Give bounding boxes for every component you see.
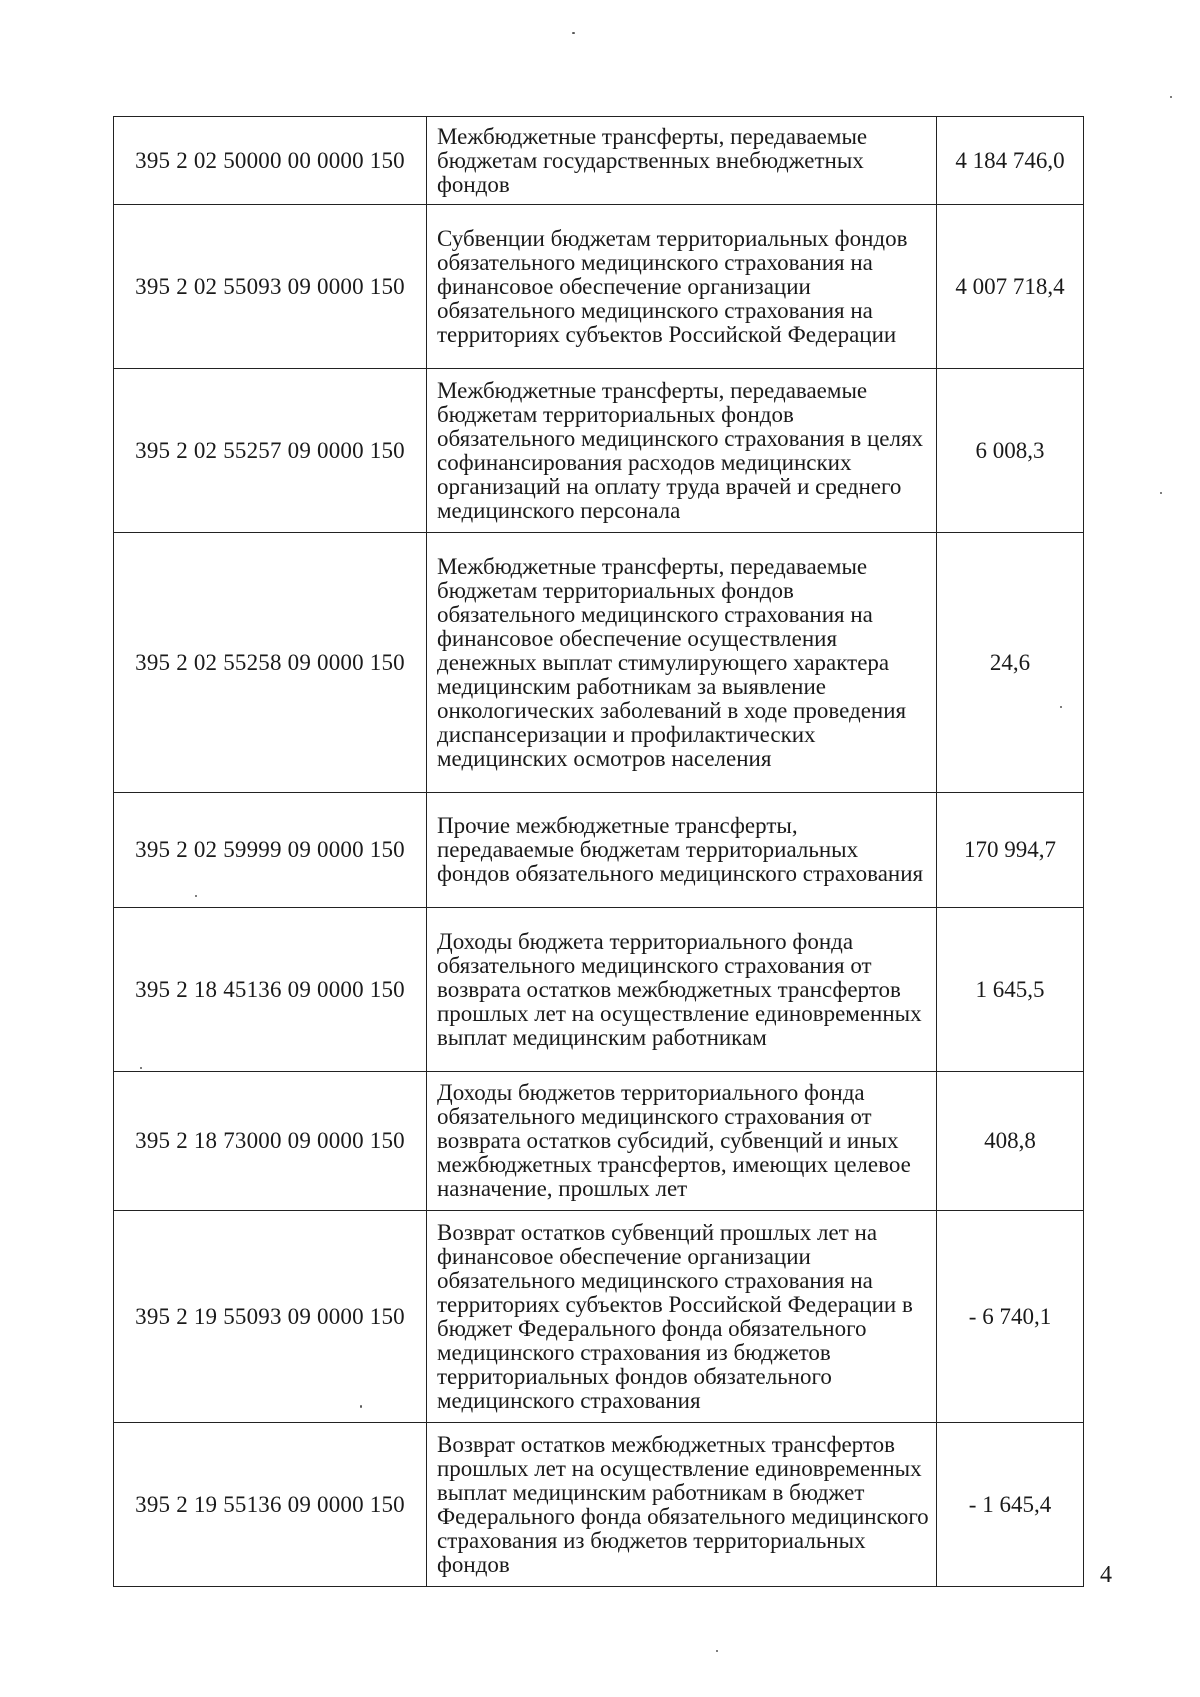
- page-number: 4: [1100, 1562, 1112, 1588]
- table-row: [114, 908, 1084, 1072]
- budget-code-cell: 395 2 18 73000 09 0000 150: [114, 1072, 427, 1211]
- table-row: [114, 793, 1084, 908]
- table-row: [114, 1072, 1084, 1211]
- table-row: [114, 117, 1084, 205]
- amount-cell: 4 007 718,4: [937, 205, 1084, 369]
- scan-speck: [1160, 492, 1162, 494]
- scan-speck: [716, 1650, 718, 1652]
- amount-cell: 170 994,7: [937, 793, 1084, 908]
- budget-code-cell: 395 2 19 55136 09 0000 150: [114, 1423, 427, 1587]
- amount-cell: 6 008,3: [937, 369, 1084, 533]
- table-row: [114, 1423, 1084, 1587]
- amount-cell: 408,8: [937, 1072, 1084, 1211]
- table-row: [114, 533, 1084, 793]
- table-row: [114, 369, 1084, 533]
- description-cell: Межбюджетные трансферты, передаваемые бюджетам государственных внебюджетных фондов: [427, 117, 937, 205]
- budget-code-cell: 395 2 19 55093 09 0000 150: [114, 1211, 427, 1423]
- description-cell: Возврат остатков межбюджетных трансфертов прошлых лет на осуществление единовременных выплат медицинским работникам в бюджет Федерального фонда обязательного медицинского страхования из бюджетов территориальных фондов: [427, 1423, 937, 1587]
- budget-code-cell: 395 2 02 55093 09 0000 150: [114, 205, 427, 369]
- scan-speck: [572, 32, 575, 34]
- amount-cell: 1 645,5: [937, 908, 1084, 1072]
- description-cell: Прочие межбюджетные трансферты, передаваемые бюджетам территориальных фондов обязательного медицинского страхования: [427, 793, 937, 908]
- description-cell: Межбюджетные трансферты, передаваемые бюджетам территориальных фондов обязательного медицинского страхования в целях софинансирования расходов медицинских организаций на оплату труда врачей и среднего медицинского персонала: [427, 369, 937, 533]
- budget-code-cell: 395 2 02 55258 09 0000 150: [114, 533, 427, 793]
- budget-code-cell: 395 2 18 45136 09 0000 150: [114, 908, 427, 1072]
- table-row: [114, 205, 1084, 369]
- scan-speck: [1170, 96, 1172, 98]
- budget-revenue-table: [113, 116, 1084, 1587]
- description-cell: Доходы бюджетов территориального фонда обязательного медицинского страхования от возврата остатков субсидий, субвенций и иных межбюджетных трансфертов, имеющих целевое назначение, прошлых лет: [427, 1072, 937, 1211]
- budget-code-cell: 395 2 02 59999 09 0000 150: [114, 793, 427, 908]
- description-cell: Доходы бюджета территориального фонда обязательного медицинского страхования от возврата остатков межбюджетных трансфертов прошлых лет на осуществление единовременных выплат медицинским работникам: [427, 908, 937, 1072]
- amount-cell: - 6 740,1: [937, 1211, 1084, 1423]
- table-row: [114, 1211, 1084, 1423]
- description-cell: Субвенции бюджетам территориальных фондов обязательного медицинского страхования на финансовое обеспечение организации обязательного медицинского страхования на территориях субъектов Российской Федерации: [427, 205, 937, 369]
- amount-cell: 4 184 746,0: [937, 117, 1084, 205]
- description-cell: Межбюджетные трансферты, передаваемые бюджетам территориальных фондов обязательного медицинского страхования на финансовое обеспечение осуществления денежных выплат стимулирующего характера медицинским работникам за выявление онкологических заболеваний в ходе проведения диспансеризации и профилактических медицинских осмотров населения: [427, 533, 937, 793]
- budget-code-cell: 395 2 02 55257 09 0000 150: [114, 369, 427, 533]
- amount-cell: 24,6: [937, 533, 1084, 793]
- amount-cell: - 1 645,4: [937, 1423, 1084, 1587]
- budget-code-cell: 395 2 02 50000 00 0000 150: [114, 117, 427, 205]
- description-cell: Возврат остатков субвенций прошлых лет на финансовое обеспечение организации обязательного медицинского страхования на территориях субъектов Российской Федерации в бюджет Федерального фонда обязательного медицинского страхования из бюджетов территориальных фондов обязательного медицинского страхования: [427, 1211, 937, 1423]
